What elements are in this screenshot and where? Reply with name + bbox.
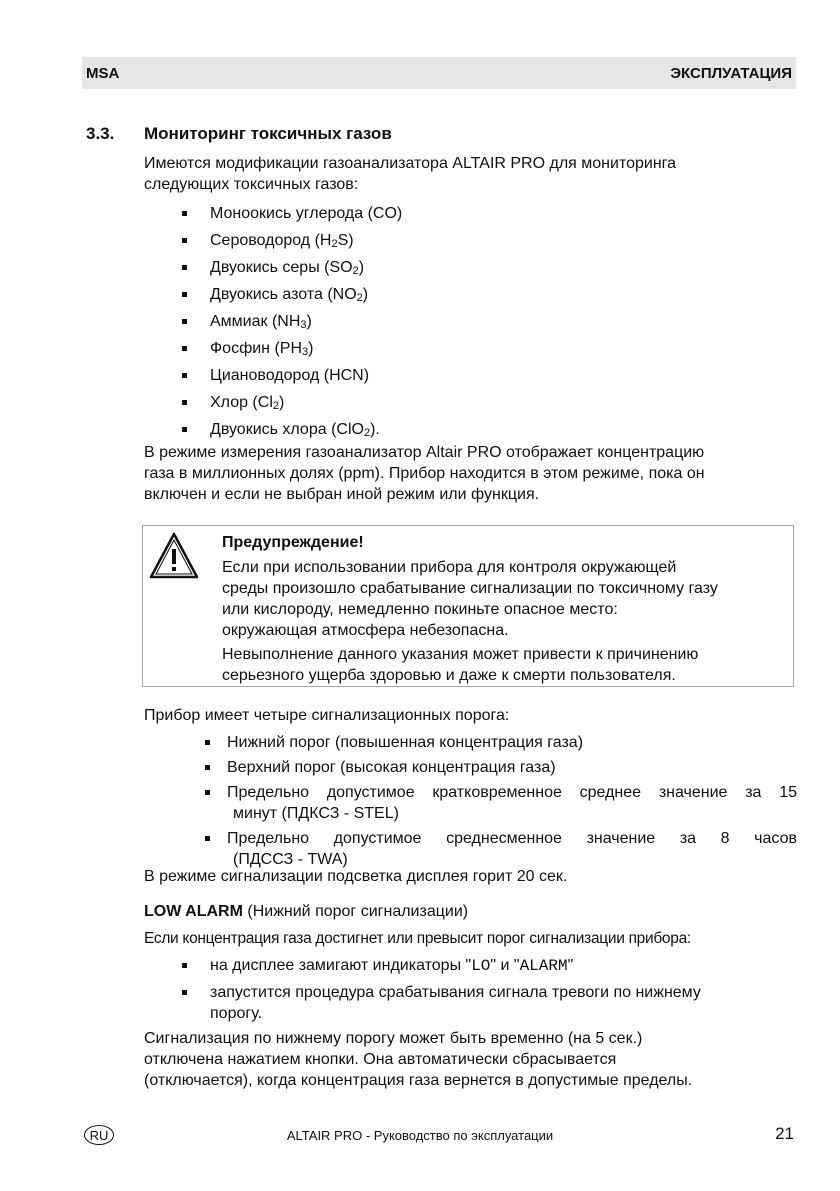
bullet-icon [205,740,210,745]
list-item: Нижний порог (повышенная концентрация газа) [205,732,797,753]
header-chapter: ЭКСПЛУАТАЦИЯ [670,64,792,82]
warning-box [142,525,794,687]
bullet-icon [182,346,187,351]
page-number: 21 [775,1124,794,1143]
measure-paragraph: В режиме измерения газоанализатор Altair PRO отображает концентрацию газа в миллионных долях (ppm). Прибор находится в этом режиме, пока он включен и если не выбран иной режим или функция. [144,444,705,503]
intro-paragraph: Имеются модификации газоанализатора ALTAIR PRO для мониторинга следующих токсичных газов: [144,155,677,193]
section-title: Мониторинг токсичных газов [144,124,392,143]
list-item: Верхний порог (высокая концентрация газа) [205,757,797,778]
header-brand: MSA [86,64,120,82]
bullet-icon [182,400,187,405]
bullet-icon [182,427,187,432]
bullet-icon [182,211,187,216]
warning-title: Предупреждение! [222,534,364,551]
warning-triangle-icon [149,532,199,580]
backlight-note: В режиме сигнализации подсветка дисплея горит 20 сек. [144,868,568,885]
list-item: запустится процедура срабатывания сигнала тревоги по нижнему порогу. [182,982,782,1024]
language-badge: RU [84,1125,114,1145]
low-alarm-intro: Если концентрация газа достигнет или превысит порог сигнализации прибора: [144,930,691,947]
page-header [82,57,796,89]
bullet-icon [205,790,210,795]
list-item: Предельно допустимое среднесменное значение за 8 часов (ПДССЗ - TWA) [205,828,797,870]
lo-indicator: LO [471,957,491,975]
alarm-indicator: ALARM [519,957,568,975]
section-number: 3.3. [86,124,115,143]
low-alarm-heading: LOW ALARM (Нижний порог сигнализации) [144,903,469,920]
bullet-icon [205,765,210,770]
bullet-icon [182,373,187,378]
list-item: Предельно допустимое кратковременное среднее значение за 15 минут (ПДКСЗ - STEL) [205,782,797,824]
bullet-icon [182,319,187,324]
bullet-icon [182,238,187,243]
bullet-icon [182,963,187,968]
final-paragraph: Сигнализация по нижнему порогу может быть временно (на 5 сек.) отключена нажатием кнопки. Она автоматически сбрасывается (отключается), когда концентрация газа вернется в допустимые пределы. [144,1030,693,1089]
warning-text: Если при использовании прибора для контроля окружающей среды произошло срабатывание сигнализации по токсичному газу или кислороду, немедленно покиньте опасное место: окружающая атмосфера небезопасна. [222,559,718,639]
bullet-icon [205,836,210,841]
footer-title: ALTAIR PRO - Руководство по эксплуатации [286,1128,554,1143]
low-alarm-list [182,955,782,1029]
warning-consequence: Невыполнение данного указания может привести к причинению серьезного ущерба здоровью и даже к смерти пользователя. [222,646,699,684]
threshold-list [205,732,797,874]
list-item: на дисплее замигают индикаторы "LO" и "ALARM" [182,955,782,977]
bullet-icon [182,265,187,270]
bullet-icon [182,292,187,297]
bullet-icon [182,990,187,995]
thresholds-intro: Прибор имеет четыре сигнализационных порога: [144,707,510,724]
